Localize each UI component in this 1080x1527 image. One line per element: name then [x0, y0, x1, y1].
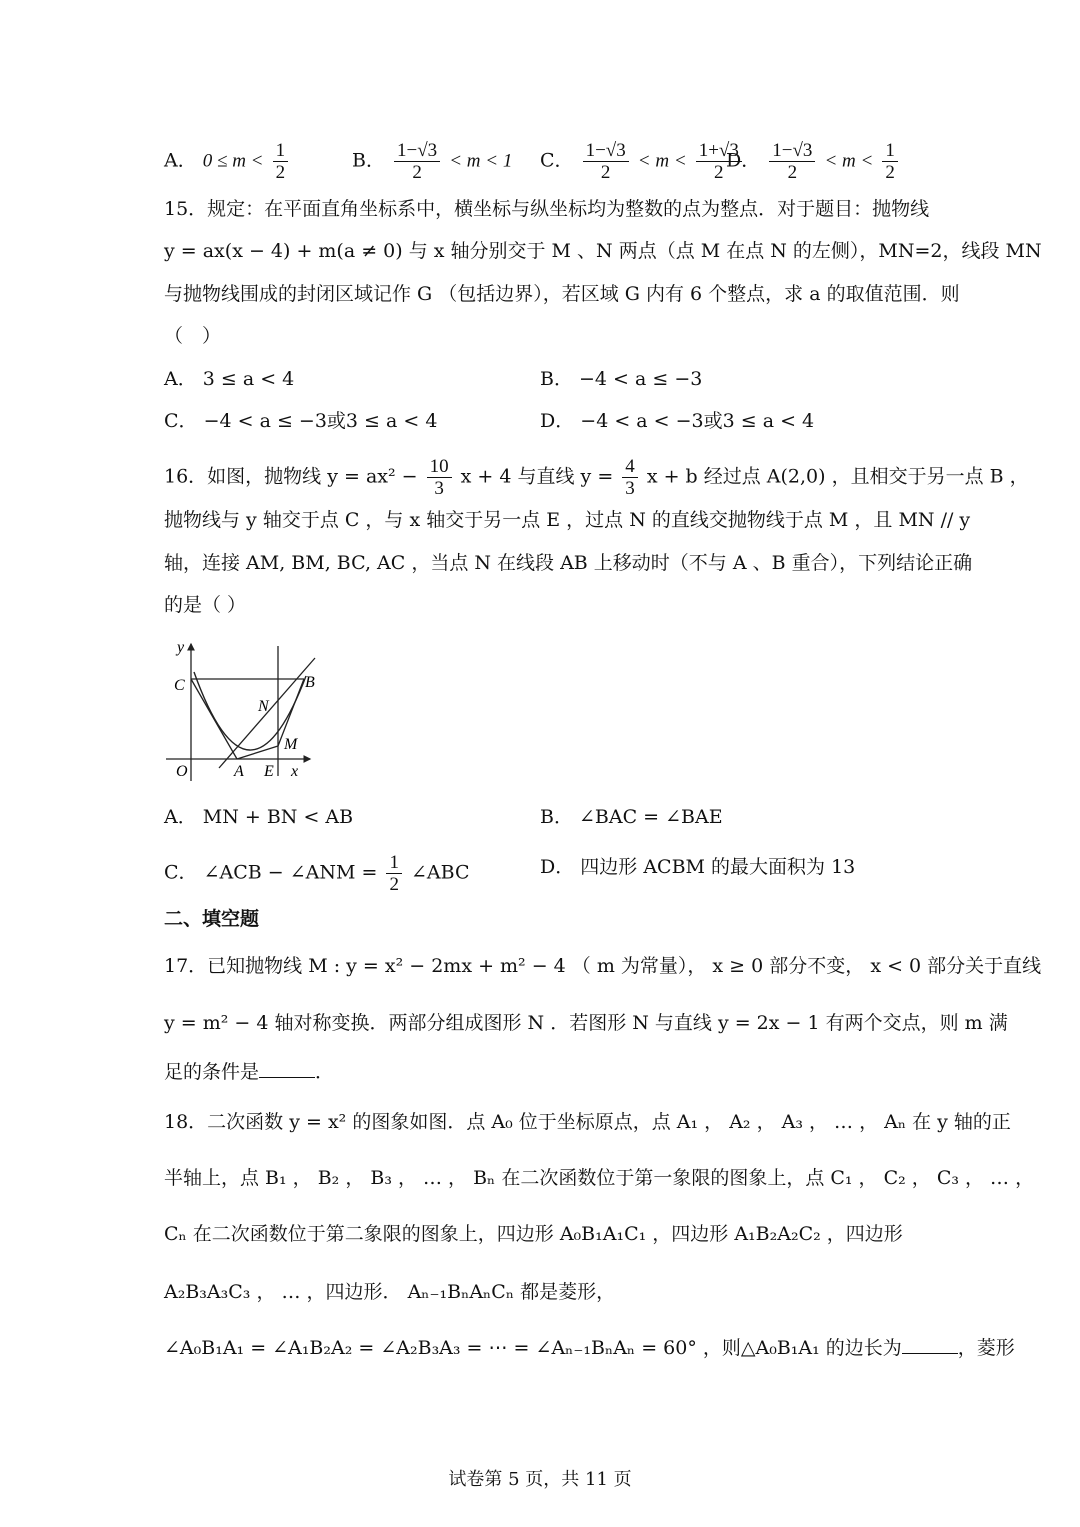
- option-expr: < m <: [824, 150, 874, 172]
- q16-option-d: D． 四边形 ACBM 的最大面积为 13: [540, 856, 856, 878]
- q15-line-4: （ ）: [164, 325, 222, 347]
- frac-numerator: 1+√3: [696, 140, 742, 162]
- option-expr: 0 ≤ m <: [202, 150, 264, 172]
- q17-line-3: [164, 1059, 924, 1085]
- q17-line-2: y = m² − 4 轴对称变换．两部分组成图形 N ．若图形 N 与直线 y = 2x − 1 有两个交点，则 m 满: [164, 1012, 1008, 1034]
- q18-line-5: [164, 1335, 1015, 1361]
- frac-denominator: 3: [434, 478, 444, 499]
- q15-option-d: D． −4 < a < −3或3 ≤ a < 4: [540, 410, 815, 432]
- text-segment: 16．如图，抛物线 y = ax² −: [164, 465, 418, 488]
- text-segment: ．: [315, 1061, 335, 1083]
- q15-option-b: B． −4 < a ≤ −3: [540, 368, 703, 390]
- fraction: [583, 140, 629, 183]
- text-segment: 足的条件是: [164, 1061, 260, 1083]
- frac-numerator: 1: [273, 140, 289, 162]
- q16-line-4: 的是（ ）: [164, 594, 247, 616]
- fraction: [622, 456, 638, 499]
- option-label: B．: [352, 149, 385, 172]
- frac-denominator: 3: [625, 478, 635, 499]
- label-o: O: [176, 763, 188, 780]
- frac-denominator: 2: [275, 162, 286, 183]
- label-c: C: [174, 677, 185, 694]
- q16-option-a: A． MN + BN < AB: [164, 806, 354, 828]
- label-x: x: [291, 763, 299, 780]
- answer-blank[interactable]: [902, 1335, 958, 1354]
- q16-option-b: B． ∠BAC = ∠BAE: [540, 806, 723, 828]
- text-segment: ∠A₀B₁A₁ = ∠A₁B₂A₂ = ∠A₂B₃A₃ = ⋯ = ∠Aₙ₋₁BₙAₙ = 60° ，则△A₀B₁A₁ 的边长为: [164, 1337, 902, 1359]
- q15-line-3: 与抛物线围成的封闭区域记作 G （包括边界），若区域 G 内有 6 个整点，求 a 的取值范围．则: [164, 283, 960, 305]
- q18-line-1: 18．二次函数 y = x² 的图象如图．点 A₀ 位于坐标原点，点 A₁ ， A₂ ， A₃ ， … ， Aₙ 在 y 轴的正: [164, 1111, 1011, 1133]
- text-segment: ，菱形: [957, 1337, 1015, 1359]
- q14-option-d: [726, 140, 901, 183]
- frac-numerator: 1−√3: [769, 140, 815, 162]
- fraction: [386, 852, 402, 895]
- fraction: [427, 456, 452, 499]
- frac-denominator: 2: [714, 162, 724, 183]
- frac-denominator: 2: [600, 162, 611, 183]
- option-label: A．: [164, 149, 197, 172]
- q16-line-2: 抛物线与 y 轴交于点 C ，与 x 轴交于另一点 E ，过点 N 的直线交抛物线于点 M ，且 MN // y: [164, 509, 971, 531]
- label-n: N: [258, 698, 269, 715]
- frac-numerator: 10: [427, 456, 452, 478]
- label-a: A: [234, 763, 244, 780]
- frac-numerator: 4: [622, 456, 638, 478]
- frac-denominator: 2: [412, 162, 422, 183]
- q16-line-3: 轴，连接 AM, BM, BC, AC ，当点 N 在线段 AB 上移动时（不与 A 、B 重合），下列结论正确: [164, 552, 973, 574]
- option-expr: < m <: [637, 150, 687, 172]
- text-segment: x + 4 与直线 y =: [460, 465, 614, 488]
- q18-line-4: A₂B₃A₃C₃ ， … ，四边形． Aₙ₋₁BₙAₙCₙ 都是菱形，: [164, 1281, 616, 1303]
- q18-line-3: Cₙ 在二次函数位于第二象限的图象上，四边形 A₀B₁A₁C₁ ，四边形 A₁B₂A₂C₂ ，四边形: [164, 1223, 903, 1245]
- text-segment: C． ∠ACB − ∠ANM =: [164, 861, 378, 884]
- q14-option-b: [352, 140, 512, 183]
- q15-option-c: C． −4 < a ≤ −3或3 ≤ a < 4: [164, 410, 438, 432]
- text-segment: x + b 经过点 A(2,0) ，且相交于另一点 B ，: [646, 465, 1029, 488]
- label-e: E: [264, 763, 274, 780]
- q16-figure: [164, 636, 324, 786]
- option-expr: < m < 1: [449, 150, 513, 172]
- q18-line-2: 半轴上，点 B₁ ， B₂ ， B₃ ， … ， Bₙ 在二次函数位于第一象限的图象上，点 C₁ ， C₂ ， C₃ ， … ，: [164, 1167, 1035, 1189]
- option-label: C．: [540, 149, 574, 172]
- label-b: B: [305, 674, 315, 691]
- option-label: D．: [726, 149, 761, 172]
- section-title: 二、填空题: [164, 908, 260, 930]
- q16-line-1: [164, 456, 1029, 499]
- q15-line-2: y = ax(x − 4) + m(a ≠ 0) 与 x 轴分别交于 M 、N 两点（点 M 在点 N 的左侧），MN=2，线段 MN: [164, 240, 1042, 262]
- label-m: M: [284, 736, 298, 753]
- frac-denominator: 2: [787, 162, 798, 183]
- text-segment: ∠ABC: [411, 861, 470, 884]
- frac-numerator: 1−√3: [583, 140, 629, 162]
- frac-numerator: 1−√3: [394, 140, 440, 162]
- q17-line-1: 17．已知抛物线 M : y = x² − 2mx + m² − 4 （ m 为常量）， x ≥ 0 部分不变， x < 0 部分关于直线: [164, 955, 1042, 977]
- label-y: y: [177, 639, 185, 656]
- frac-numerator: 1: [386, 852, 402, 874]
- frac-denominator: 2: [389, 874, 399, 895]
- segment-am: [237, 746, 278, 759]
- page-footer: 试卷第 5 页，共 11 页: [448, 1469, 632, 1490]
- frac-denominator: 2: [885, 162, 895, 183]
- q15-line-1: 15．规定：在平面直角坐标系中，横坐标与纵坐标均为整数的点为整点．对于题目：抛物线: [164, 198, 930, 220]
- q14-option-a: [164, 140, 291, 183]
- q14-option-c: [540, 140, 745, 183]
- q15-option-a: A． 3 ≤ a < 4: [164, 368, 295, 390]
- frac-numerator: 1: [882, 140, 898, 162]
- fraction: [882, 140, 898, 183]
- answer-blank[interactable]: [259, 1059, 315, 1078]
- fraction: [394, 140, 440, 183]
- fraction: [769, 140, 815, 183]
- fraction: [273, 140, 289, 183]
